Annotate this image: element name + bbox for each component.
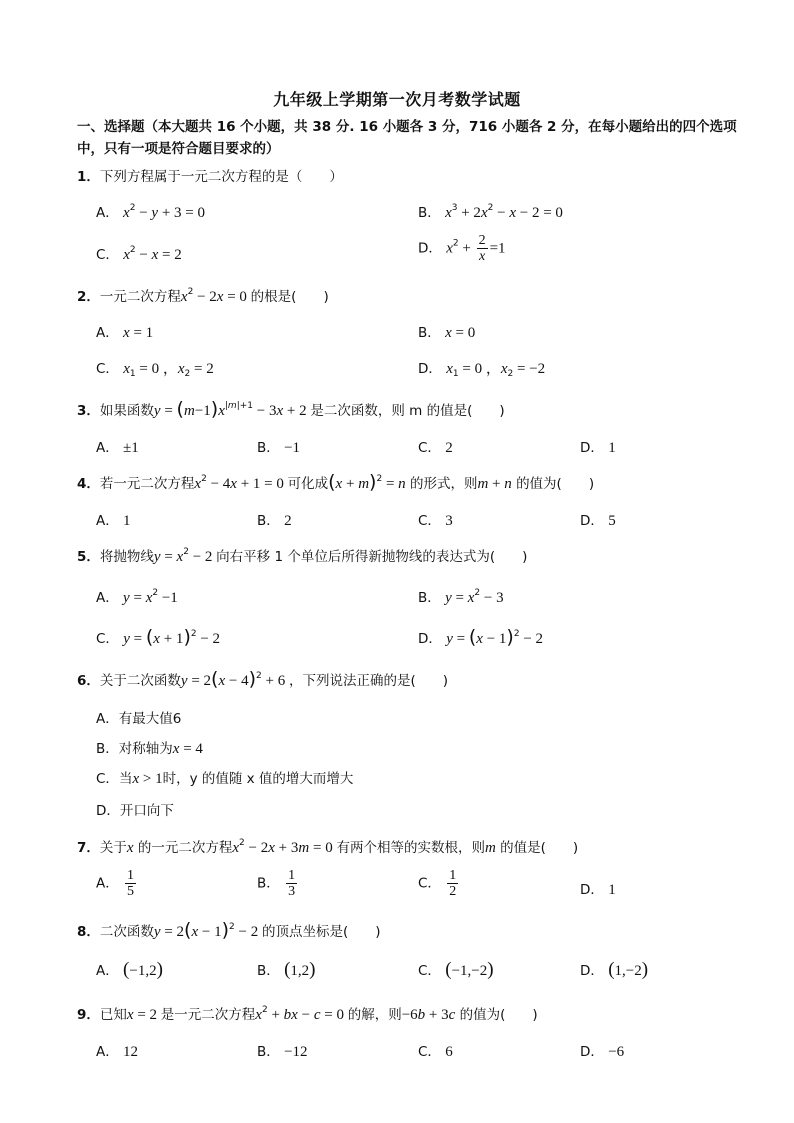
q6-option-c: C．当x > 1时，y 的值随 x 值的增大而增大 bbox=[96, 771, 354, 787]
question-5: 5．将抛物线$y = x^2 - 2$ 向右平移 1 个单位后所得新抛物线的表达式为( ) bbox=[77, 547, 528, 565]
question-number: 2． bbox=[77, 289, 100, 305]
q5-option-d: D． $y = (x - 1)^2 - 2$ bbox=[418, 626, 544, 648]
q2-option-d: D． $x_1 = 0$ ，$x_2 = -2$ bbox=[418, 361, 546, 379]
q7-option-c: C． $\frac{1}{2}$ bbox=[418, 868, 457, 899]
question-number: 8． bbox=[77, 924, 100, 940]
q3-option-c: C． 2 bbox=[418, 440, 453, 456]
q5-option-a: A． $y = x^2 -1$ bbox=[96, 588, 178, 606]
page-title: 九年级上学期第一次月考数学试题 bbox=[273, 90, 521, 109]
q4-option-d: D． 5 bbox=[580, 513, 616, 529]
q4-option-b: B． 2 bbox=[257, 513, 292, 529]
question-9: 9．已知x = 2 是一元二次方程$x^2$ + bx − c = 0 的解，则−6b + 3c 的值为( ) bbox=[77, 1005, 538, 1023]
q8-option-b: B． (1,2) bbox=[257, 959, 316, 980]
question-1 bbox=[77, 165, 343, 185]
q6-option-a: A．有最大值6 bbox=[96, 711, 182, 727]
question-number: 6． bbox=[77, 673, 100, 689]
question-number: 3． bbox=[77, 403, 100, 419]
q9-option-c: C． 6 bbox=[418, 1044, 453, 1060]
question-8: 8．二次函数$y = 2(x - 1)^2 - 2$ 的顶点坐标是( ) bbox=[77, 919, 381, 941]
q5-option-b: B． $y = x^2 - 3$ bbox=[418, 588, 504, 606]
question-3: 3．如果函数$y = (m-1)x^{|m|+1} - 3x + 2$ 是二次函数，则 m 的值是( ) bbox=[77, 398, 505, 420]
q9-option-a: A． 12 bbox=[96, 1044, 139, 1060]
q7-option-b: B． $\frac{1}{3}$ bbox=[257, 868, 296, 899]
q5-option-c: C． $y = (x + 1)^2 - 2$ bbox=[96, 626, 221, 648]
question-number: 4． bbox=[77, 476, 100, 492]
question-number: 7． bbox=[77, 840, 100, 856]
question-6: 6．关于二次函数$y = 2(x - 4)^2 + 6$ ，下列说法正确的是( ) bbox=[77, 668, 449, 690]
q8-option-d: D． (1,−2) bbox=[580, 959, 649, 980]
q6-option-b: B．对称轴为x = 4 bbox=[96, 741, 203, 757]
q4-option-a: A． 1 bbox=[96, 513, 131, 529]
q1-option-d: D． $x^2$ + $\frac{2}{x}$ =1 bbox=[418, 233, 506, 264]
q3-option-b: B． −1 bbox=[257, 440, 301, 456]
question-number: 5． bbox=[77, 549, 100, 565]
question-text: 下列方程属于一元二次方程的是（ ） bbox=[99, 169, 343, 185]
q4-option-c: C． 3 bbox=[418, 513, 453, 529]
q9-option-b: B． −12 bbox=[257, 1044, 308, 1060]
question-2: 2．一元二次方程$x^2 - 2x = 0$ 的根是( ) bbox=[77, 287, 329, 305]
q1-option-c: C． $x^2 - x = 2$ bbox=[96, 245, 182, 263]
question-number: 1． bbox=[77, 169, 100, 185]
q1-option-a: A． $x^2 - y + 3 = 0$ bbox=[96, 203, 206, 221]
question-7: 7．关于x 的一元二次方程$x^2 - 2x + 3m = 0$ 有两个相等的实数根，则m 的值是( ) bbox=[77, 838, 579, 856]
q3-option-d: D． 1 bbox=[580, 440, 616, 456]
q7-option-d: D． 1 bbox=[580, 882, 616, 898]
question-4: 4．若一元二次方程$x^2 - 4x + 1 = 0$ 可化成$(x + m)^2 = n$ 的形式，则m + n 的值为( ) bbox=[77, 471, 595, 493]
q2-option-b: B． x = 0 bbox=[418, 325, 476, 341]
q3-option-a: A． ±1 bbox=[96, 440, 139, 456]
section-heading: 一、选择题（本大题共 16 个小题，共 38 分. 16 小题各 3 分，716 小题各 2 分，在每小题给出的四个选项中，只有一项是符合题目要求的） bbox=[77, 119, 737, 157]
q1-option-b: B． $x^3 + 2x^2 - x - 2 = 0$ bbox=[418, 203, 563, 221]
q6-option-d: D．开口向下 bbox=[96, 803, 174, 819]
q2-option-a: A． x = 1 bbox=[96, 325, 154, 341]
q8-option-c: C． (−1,−2) bbox=[418, 959, 494, 980]
q2-option-c: C． $x_1 = 0$ ，$x_2 = 2$ bbox=[96, 361, 214, 379]
q7-option-a: A． $\frac{1}{5}$ bbox=[96, 868, 135, 899]
question-number: 9． bbox=[77, 1007, 100, 1023]
q8-option-a: A． (−1,2) bbox=[96, 959, 163, 980]
q9-option-d: D． −6 bbox=[580, 1044, 625, 1060]
